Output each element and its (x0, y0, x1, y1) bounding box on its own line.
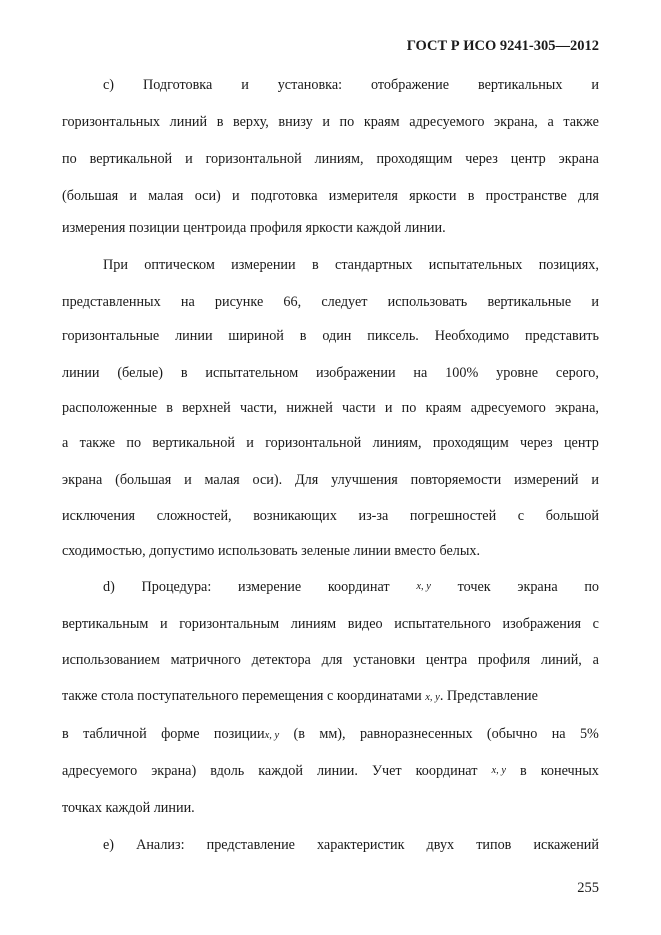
word: (обычно (486, 726, 538, 742)
word: представленных (62, 294, 161, 310)
word: Анализ: (136, 837, 185, 853)
word: вертикальной (152, 435, 235, 451)
word: 100% (445, 365, 479, 381)
word: каждой (258, 763, 303, 779)
math-xy: x, y (416, 581, 431, 592)
word: типов (476, 837, 512, 853)
math-xy: x, y (264, 730, 280, 741)
word: линий, (540, 652, 582, 668)
word: вдоль (210, 763, 245, 779)
word: по (339, 114, 355, 130)
word: яркости (409, 188, 457, 204)
word: Для (294, 472, 319, 488)
word: и (185, 151, 193, 167)
word: конечных (540, 763, 599, 779)
text-line (103, 836, 599, 854)
text-line (62, 762, 599, 780)
word: профиля (477, 652, 531, 668)
word: испытательного (394, 616, 491, 632)
word: в (180, 365, 188, 381)
text-run: . Представление (439, 688, 538, 704)
word: экрана, (555, 400, 599, 416)
word: рисунке (214, 294, 264, 310)
word: на (180, 294, 195, 310)
text-line (62, 293, 599, 311)
word: оси). (252, 472, 283, 488)
word: изображения (502, 616, 581, 632)
word: адресуемого (62, 763, 138, 779)
word: верхней (182, 400, 231, 416)
word: и (184, 472, 192, 488)
text-line (103, 256, 599, 274)
text-line: измерения позиции центроида профиля яркости каждой линии. (62, 220, 446, 236)
word: проходящим (376, 151, 453, 167)
word: вертикальным (62, 616, 149, 632)
word: следует (321, 294, 368, 310)
word: вертикальной (89, 151, 173, 167)
word: изображении (316, 365, 396, 381)
text-line (62, 327, 599, 345)
word: представление (206, 837, 295, 853)
word: подготовка (250, 188, 318, 204)
word: экрана (517, 579, 558, 595)
word: измерение (237, 579, 302, 595)
word: оптическом (144, 257, 215, 273)
word: в (166, 400, 173, 416)
word: части, (239, 400, 278, 416)
word: и (591, 294, 599, 310)
word: экрана, (494, 114, 538, 130)
word: экрана (558, 151, 599, 167)
word: исключения (62, 508, 136, 524)
word: 66, (283, 294, 302, 310)
word: в (311, 257, 319, 273)
word: шириной (228, 328, 284, 344)
word: малая (148, 188, 184, 204)
word: точек (457, 579, 491, 595)
word: форме (161, 726, 200, 742)
word: по (62, 151, 77, 167)
word: также (563, 114, 599, 130)
word: измерителя (328, 188, 398, 204)
word: также (79, 435, 116, 451)
word: для (578, 188, 599, 204)
word: серого, (555, 365, 599, 381)
word: (большая (62, 188, 119, 204)
word: горизонтальные (62, 328, 160, 344)
word: через (465, 151, 498, 167)
word: адресуемого (470, 400, 546, 416)
word: малая (204, 472, 240, 488)
word: краям (425, 400, 462, 416)
word: позициях, (538, 257, 599, 273)
word: по (584, 579, 599, 595)
word: оси) (194, 188, 221, 204)
word: из-за (358, 508, 389, 524)
word: центр (510, 151, 546, 167)
word: е) (103, 837, 115, 853)
word: табличной (83, 726, 147, 742)
word: и (246, 435, 254, 451)
text-line (62, 150, 599, 168)
text-line (62, 434, 599, 452)
word: и (241, 77, 249, 93)
word: горизонтальных (62, 114, 161, 130)
word: а (62, 435, 69, 451)
word: центр (563, 435, 599, 451)
word: Необходимо (434, 328, 510, 344)
word: Подготовка (142, 77, 213, 93)
text-line (62, 364, 599, 382)
word: представить (525, 328, 599, 344)
word: экрана) (151, 763, 197, 779)
word: для (321, 652, 343, 668)
word: большой (545, 508, 599, 524)
word: горизонтальной (265, 435, 362, 451)
word: в (467, 188, 475, 204)
word: и (322, 114, 330, 130)
word: центра (425, 652, 468, 668)
text-line (62, 507, 599, 525)
word: в (520, 763, 527, 779)
text-line (62, 187, 599, 205)
word: d) (103, 579, 115, 595)
word: экрана (62, 472, 103, 488)
word: испытательном (205, 365, 299, 381)
word: адресуемого (409, 114, 485, 130)
word: в (299, 328, 307, 344)
word: (белые) (117, 365, 163, 381)
word: Процедура: (141, 579, 212, 595)
word: проходящим (432, 435, 509, 451)
text-run: позиции (213, 726, 265, 742)
word: Учет (371, 763, 402, 779)
word: расположенные (62, 400, 157, 416)
word: нижней (286, 400, 333, 416)
word: один (322, 328, 352, 344)
word: погрешностей (409, 508, 497, 524)
word (214, 725, 279, 745)
page-number: 255 (577, 880, 599, 896)
math-xy: x, y (425, 692, 440, 703)
word: 5% (579, 726, 599, 742)
word: отображение (371, 77, 450, 93)
text-line (62, 725, 599, 745)
word: линии (62, 365, 100, 381)
word: верху, (233, 114, 269, 130)
word: линиям, (314, 151, 364, 167)
word: на (551, 726, 566, 742)
word: по (126, 435, 142, 451)
text-line (103, 578, 599, 596)
word: линиям, (372, 435, 422, 451)
word: измерений (514, 472, 579, 488)
word: и (232, 188, 240, 204)
word: детектора (251, 652, 311, 668)
word: и (591, 472, 599, 488)
word: стандартных (335, 257, 413, 273)
word: на (413, 365, 428, 381)
text-line (62, 651, 599, 669)
word: сложностей, (156, 508, 232, 524)
word: внизу (278, 114, 313, 130)
word: горизонтальной (205, 151, 302, 167)
word: и (384, 400, 393, 416)
word: пространстве (485, 188, 567, 204)
word: мм), (319, 726, 346, 742)
document-header: ГОСТ Р ИСО 9241-305—2012 (406, 38, 599, 54)
word: линии (175, 328, 213, 344)
word: характеристик (317, 837, 405, 853)
text-line (62, 471, 599, 489)
text-line (62, 113, 599, 131)
word: и (160, 616, 168, 632)
text-line: точках каждой линии. (62, 800, 195, 816)
word: координат (415, 763, 478, 779)
word: (большая (115, 472, 172, 488)
math-xy: x, y (491, 765, 507, 776)
word: вертикальных (477, 77, 563, 93)
word: и (129, 188, 137, 204)
word: улучшения (331, 472, 398, 488)
word: вертикальные (487, 294, 572, 310)
word: части (342, 400, 376, 416)
text-line (62, 399, 599, 417)
word: видео (347, 616, 383, 632)
word: матричного (170, 652, 241, 668)
word: равноразнесенных (359, 726, 473, 742)
word: а (592, 652, 599, 668)
text-line (62, 687, 599, 707)
word: (в (293, 726, 305, 742)
word: и (591, 77, 599, 93)
word: линии. (316, 763, 358, 779)
word: повторяемости (410, 472, 502, 488)
word: в (62, 726, 69, 742)
word: с) (103, 77, 115, 93)
text-line (62, 615, 599, 633)
word: горизонтальным (179, 616, 280, 632)
word: установка: (277, 77, 343, 93)
word: двух (426, 837, 455, 853)
word: измерении (231, 257, 296, 273)
word: краям (363, 114, 400, 130)
word: по (401, 400, 417, 416)
text-line (103, 76, 599, 94)
word: использованием (62, 652, 160, 668)
word: а (547, 114, 554, 130)
word: возникающих (253, 508, 337, 524)
word: испытательных (428, 257, 523, 273)
word: координат (327, 579, 390, 595)
word: с (592, 616, 599, 632)
word: искажений (533, 837, 599, 853)
word: линиям (290, 616, 337, 632)
word: через (520, 435, 553, 451)
word: При (103, 257, 128, 273)
word: с (517, 508, 525, 524)
text-line: сходимостью, допустимо использовать зеленые линии вместо белых. (62, 543, 481, 559)
word: использовать (387, 294, 468, 310)
text-run: также стола поступательного перемещения с координатами (62, 688, 422, 704)
word: установки (353, 652, 416, 668)
word: в (216, 114, 224, 130)
word: уровне (496, 365, 539, 381)
word: линий (169, 114, 208, 130)
word: пиксель. (367, 328, 419, 344)
